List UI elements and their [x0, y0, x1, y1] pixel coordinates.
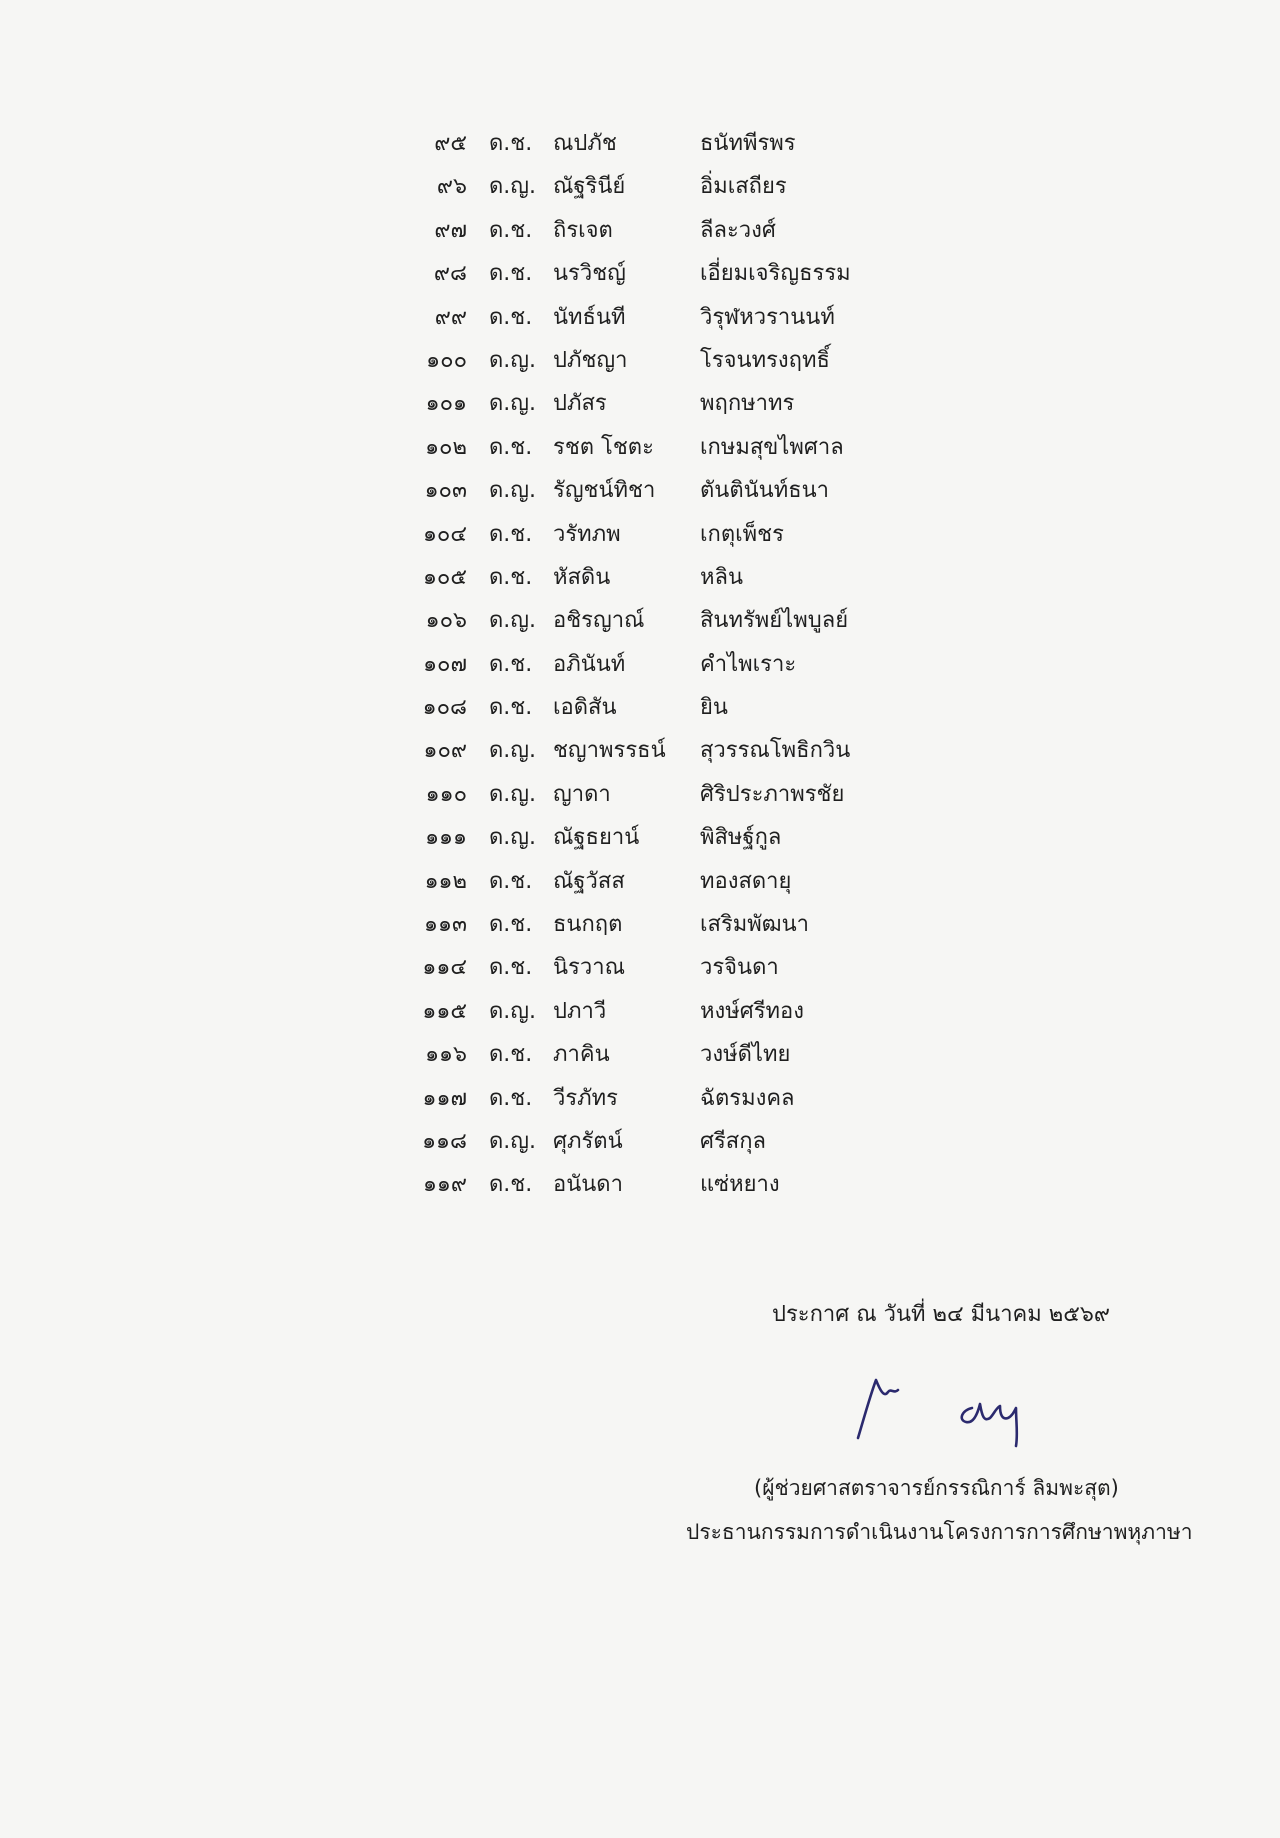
list-item [395, 382, 995, 425]
list-item [395, 599, 995, 642]
name-prefix: ด.ช. [489, 651, 533, 677]
student-list [395, 122, 995, 1207]
list-item [395, 686, 995, 729]
item-number: ๑๐๔ [422, 521, 467, 547]
name-prefix: ด.ช. [489, 695, 533, 721]
first-name: ปภาวี [553, 998, 607, 1024]
first-name: รชต โชตะ [553, 434, 654, 460]
signer-name: (ผู้ช่วยศาสตราจารย์กรรณิการ์ ลิมพะสุต) [754, 1476, 1119, 1500]
last-name: ฉัตรมงคล [700, 1085, 795, 1111]
first-name: ภาคิน [553, 1042, 610, 1068]
list-item [395, 1163, 995, 1206]
name-prefix: ด.ช. [489, 261, 533, 287]
last-name: เกตุเพ็ชร [700, 521, 784, 547]
list-item [395, 1120, 995, 1163]
first-name: นิรวาณ [553, 955, 625, 981]
item-number: ๑๐๘ [422, 695, 467, 721]
list-item [395, 1077, 995, 1120]
item-number: ๑๑๙ [422, 1172, 467, 1198]
first-name: ชญาพรรธน์ [553, 738, 666, 764]
first-name: เอดิสัน [553, 695, 617, 721]
first-name: ณัฐวัสส [553, 868, 625, 894]
item-number: ๑๐๑ [425, 391, 467, 417]
first-name: ศุภรัตน์ [553, 1128, 623, 1154]
name-prefix: ด.ช. [489, 1085, 533, 1111]
item-number: ๙๘ [433, 261, 467, 287]
item-number: ๑๐๗ [423, 651, 467, 677]
item-number: ๑๑๐ [425, 781, 467, 807]
item-number: ๑๑๖ [425, 1042, 467, 1068]
name-prefix: ด.ญ. [489, 608, 537, 634]
first-name: ถิรเจต [553, 217, 613, 243]
last-name: วิรุฬหวรานนท์ [700, 304, 835, 330]
item-number: ๑๑๓ [424, 912, 467, 938]
list-item [395, 296, 995, 339]
item-number: ๑๑๑ [425, 825, 467, 851]
name-prefix: ด.ช. [489, 955, 533, 981]
first-name: อภินันท์ [553, 651, 626, 677]
name-prefix: ด.ญ. [489, 391, 537, 417]
name-prefix: ด.ช. [489, 131, 533, 156]
item-number: ๑๐๕ [422, 564, 467, 590]
name-prefix: ด.ญ. [489, 998, 537, 1024]
list-item [395, 556, 995, 599]
last-name: หลิน [700, 564, 744, 590]
item-number: ๑๑๕ [422, 998, 467, 1024]
first-name: ปภัชญา [553, 347, 628, 373]
name-prefix: ด.ญ. [489, 738, 537, 764]
item-number: ๑๐๖ [425, 608, 467, 634]
list-item [395, 990, 995, 1033]
first-name: อนันดา [553, 1172, 623, 1198]
item-number: ๙๗ [434, 217, 467, 243]
list-item [395, 339, 995, 382]
name-prefix: ด.ช. [489, 1042, 533, 1068]
last-name: แซ่หยาง [700, 1172, 780, 1198]
name-prefix: ด.ช. [489, 912, 533, 938]
list-item [395, 209, 995, 252]
last-name: อิ่มเสถียร [700, 174, 787, 200]
last-name: ศรีสกุล [700, 1128, 767, 1154]
first-name: รัญชน์ทิชา [553, 478, 656, 504]
item-number: ๑๐๒ [425, 434, 467, 460]
last-name: เสริมพัฒนา [700, 912, 810, 938]
first-name: ณัฐธยาน์ [553, 825, 640, 851]
first-name: ณัฐรินีย์ [553, 174, 626, 200]
last-name: สุวรรณโพธิกวิน [700, 738, 851, 764]
list-item [395, 252, 995, 295]
name-prefix: ด.ช. [489, 1172, 533, 1198]
item-number: ๙๙ [434, 304, 467, 330]
name-prefix: ด.ญ. [489, 174, 537, 200]
item-number: ๙๕ [434, 131, 467, 156]
last-name: สินทรัพย์ไพบูลย์ [700, 608, 849, 634]
first-name: วีรภัทร [553, 1085, 618, 1111]
item-number: ๑๐๐ [426, 347, 467, 373]
last-name: วงษ์ดีไทย [700, 1042, 791, 1068]
list-item [395, 773, 995, 816]
first-name: ณปภัช [553, 131, 617, 156]
last-name: วรจินดา [700, 955, 779, 981]
item-number: ๑๑๗ [422, 1085, 467, 1111]
first-name: อชิรญาณ์ [553, 608, 645, 634]
name-prefix: ด.ช. [489, 868, 533, 894]
last-name: ทองสดายุ [700, 868, 792, 894]
item-number: ๑๑๘ [422, 1128, 467, 1154]
item-number: ๑๑๒ [424, 868, 467, 894]
list-item [395, 165, 995, 208]
last-name: พฤกษาทร [700, 391, 795, 417]
name-prefix: ด.ช. [489, 304, 533, 330]
item-number: ๑๐๓ [424, 478, 467, 504]
name-prefix: ด.ช. [489, 434, 533, 460]
list-item [395, 946, 995, 989]
list-item [395, 860, 995, 903]
item-number: ๙๖ [436, 174, 467, 200]
last-name: ธนัทพีรพร [700, 131, 796, 156]
list-item [395, 816, 995, 859]
name-prefix: ด.ญ. [489, 781, 537, 807]
first-name: วรัทภพ [553, 521, 621, 547]
name-prefix: ด.ญ. [489, 1128, 537, 1154]
list-item [395, 426, 995, 469]
first-name: นรวิชญ์ [553, 261, 626, 287]
last-name: ลีละวงศ์ [700, 217, 776, 243]
name-prefix: ด.ช. [489, 217, 533, 243]
first-name: ญาดา [553, 781, 611, 807]
list-item [395, 903, 995, 946]
last-name: พิสิษฐ์กูล [700, 825, 782, 851]
item-number: ๑๑๔ [422, 955, 467, 981]
name-prefix: ด.ช. [489, 521, 533, 547]
list-item [395, 643, 995, 686]
signer-position: ประธานกรรมการดำเนินงานโครงการการศึกษาพหุภาษา [686, 1520, 1193, 1544]
announcement-date: ประกาศ ณ วันที่ ๒๔ มีนาคม ๒๕๖๙ [772, 1302, 1111, 1327]
list-item [395, 122, 995, 165]
name-prefix: ด.ช. [489, 564, 533, 590]
last-name: โรจนทรงฤทธิ์ [700, 347, 830, 373]
first-name: ปภัสร [553, 391, 607, 417]
first-name: หัสดิน [553, 564, 611, 590]
list-item [395, 729, 995, 772]
last-name: เกษมสุขไพศาล [700, 434, 844, 460]
first-name: นัทธ์นที [553, 304, 626, 330]
last-name: ยิน [700, 695, 728, 721]
name-prefix: ด.ญ. [489, 825, 537, 851]
name-prefix: ด.ญ. [489, 347, 537, 373]
list-item [395, 469, 995, 512]
last-name: ตันตินันท์ธนา [700, 478, 830, 504]
last-name: ศิริประภาพรชัย [700, 781, 845, 807]
first-name: ธนกฤต [553, 912, 623, 938]
last-name: คำไพเราะ [700, 651, 797, 677]
handwritten-signature [850, 1368, 1040, 1448]
list-item [395, 513, 995, 556]
list-item [395, 1033, 995, 1076]
item-number: ๑๐๙ [423, 738, 467, 764]
name-prefix: ด.ญ. [489, 478, 537, 504]
last-name: เอี่ยมเจริญธรรม [700, 261, 851, 287]
last-name: หงษ์ศรีทอง [700, 998, 804, 1024]
